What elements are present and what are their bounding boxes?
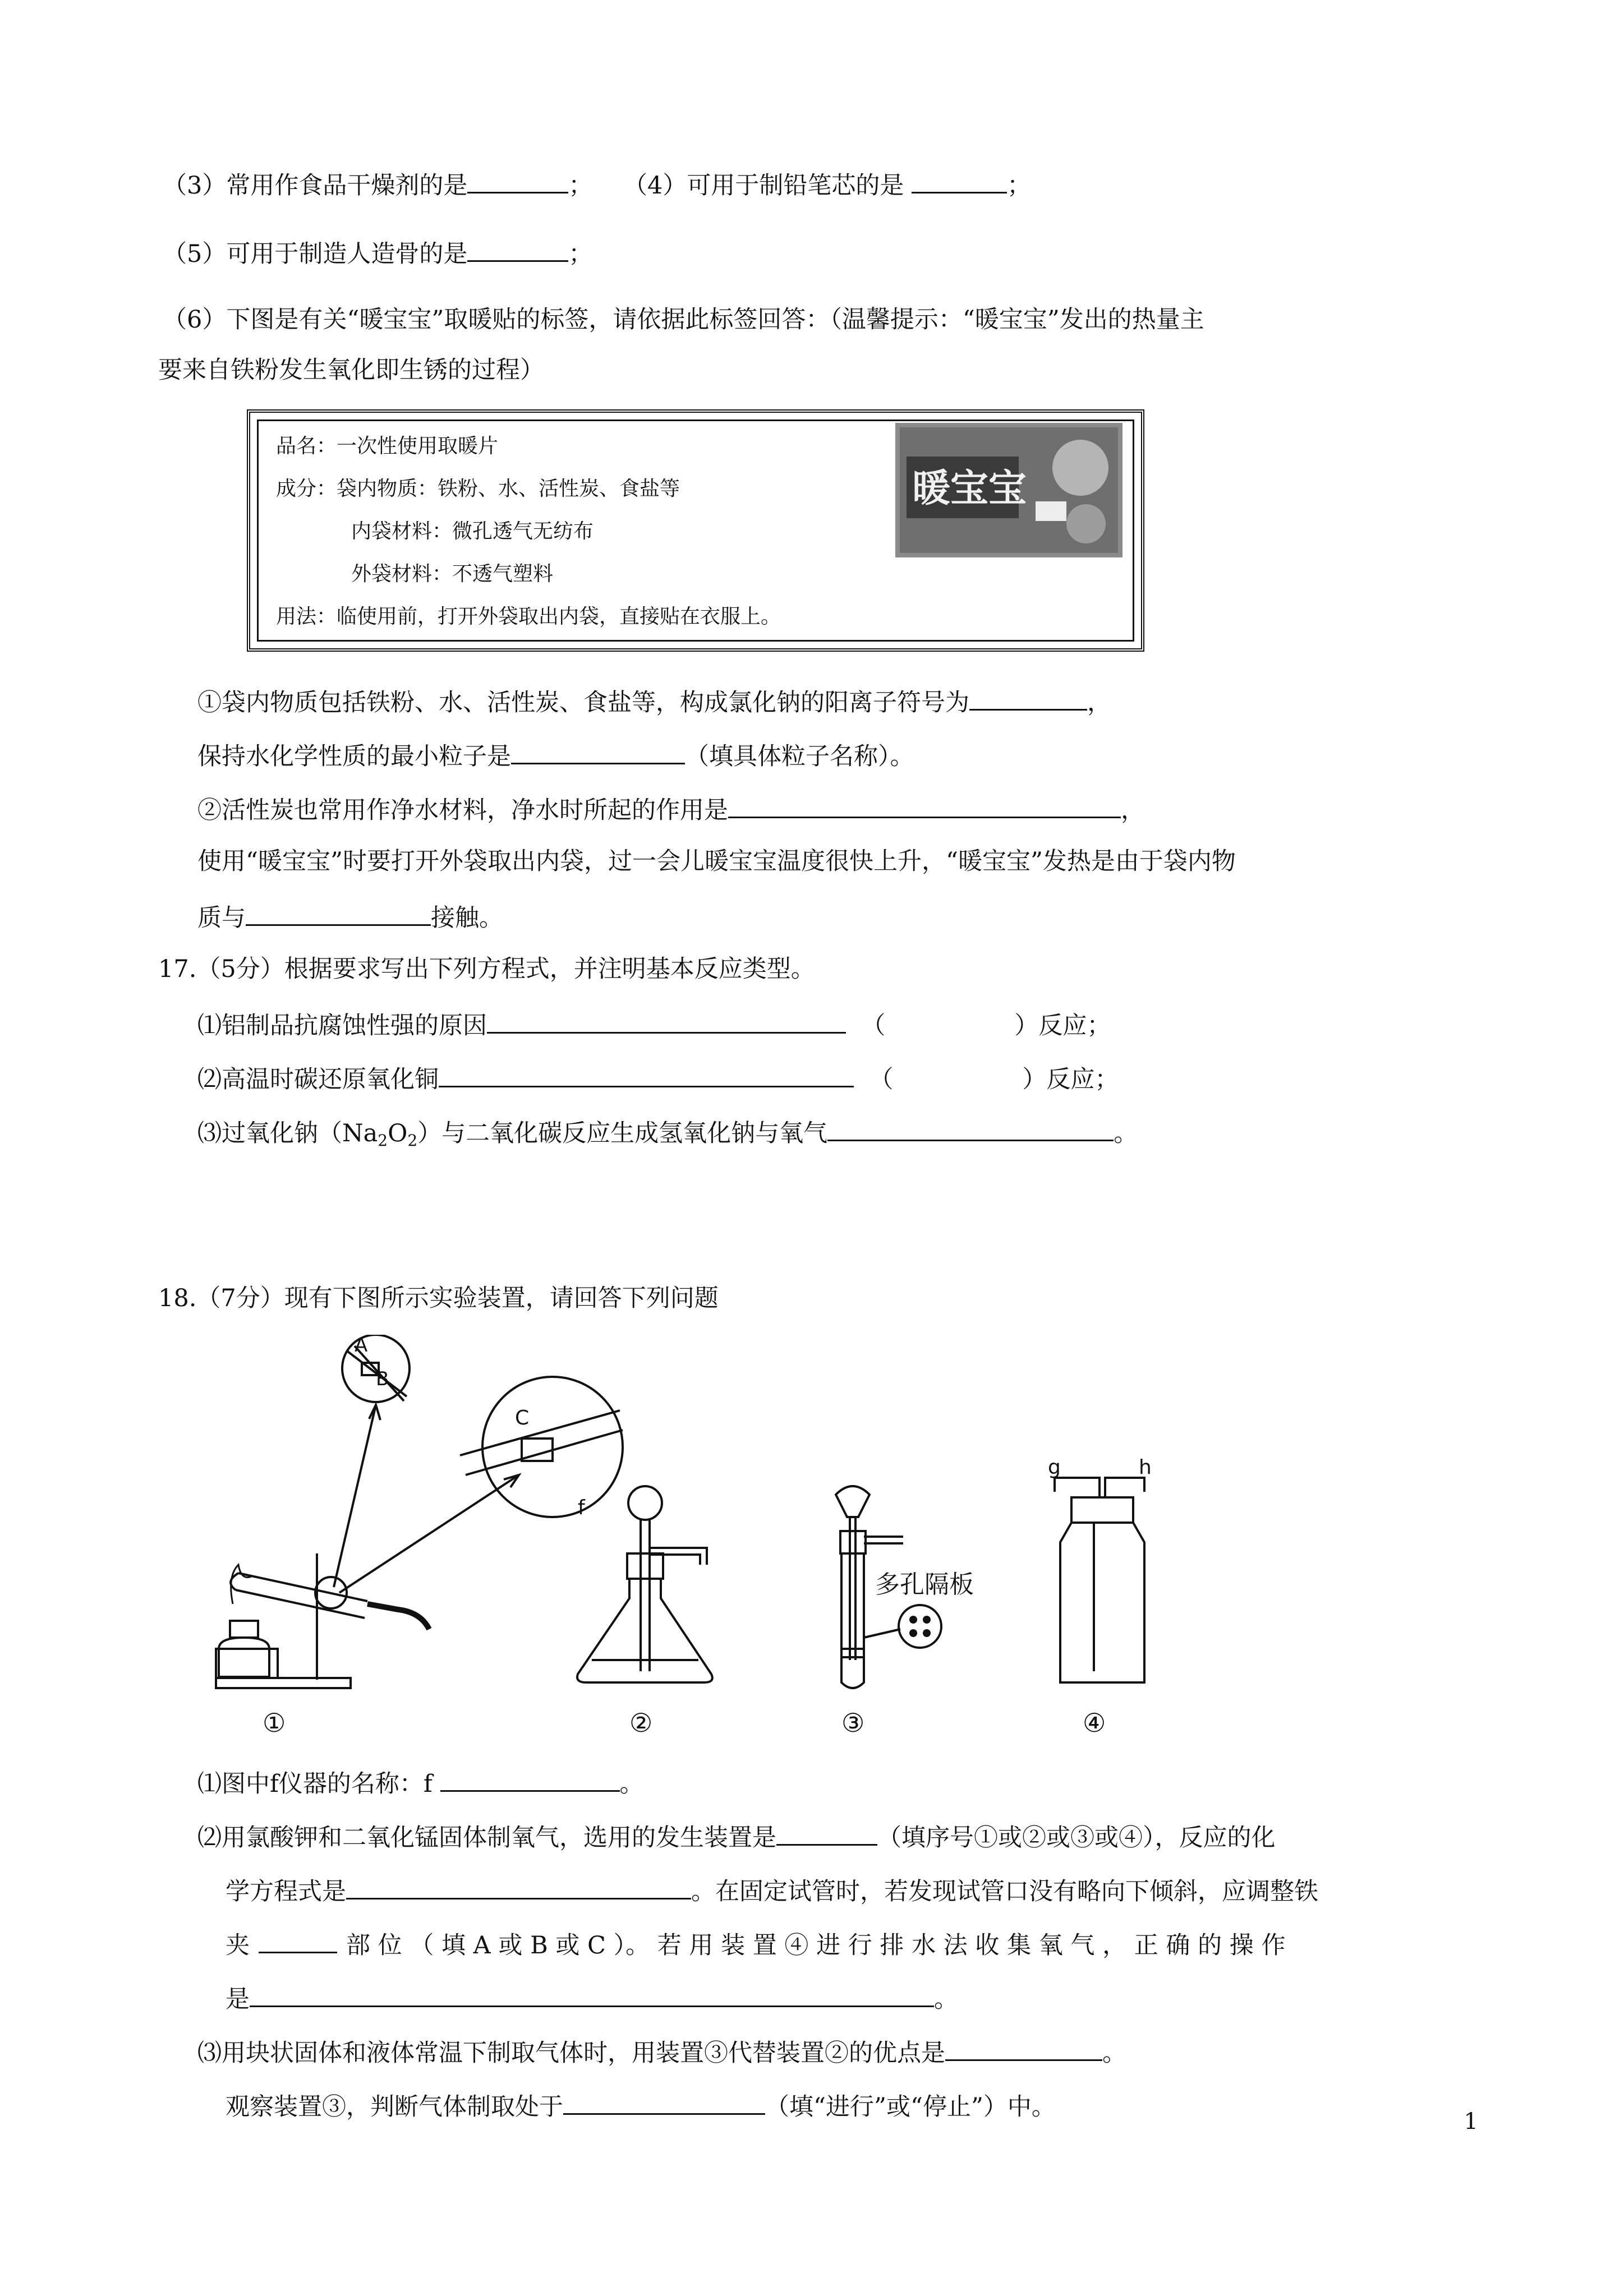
text: 是: [226, 1985, 250, 2013]
answer-blank[interactable]: [945, 2034, 1102, 2061]
text: 部 位 （ 填 A 或 B 或 C ）。 若 用 装 置 ④ 进 行 排 水 法 收 集 氧 气 ， 正 确 的 操 作: [346, 1931, 1286, 1960]
product-photo: [895, 423, 1122, 557]
answer-blank[interactable]: [969, 683, 1087, 711]
text: ⑵高温时碳还原氧化铜: [197, 1066, 439, 1094]
text: ；: [568, 240, 593, 268]
q16-line-3-4: [163, 166, 1031, 202]
text: ）反应；: [1022, 1066, 1119, 1094]
q16-line-6: （6）下图是有关“暖宝宝”取暖贴的标签，请依据此标签回答：（温馨提示：“暖宝宝”发出的热量主: [163, 306, 1204, 334]
label-usage: 用法：临使用前，打开外袋取出内袋，直接贴在衣服上。: [276, 605, 781, 628]
q16-sub2-cont: 使用“暖宝宝”时要打开外袋取出内袋，过一会儿暖宝宝温度很快上升，“暖宝宝”发热是由于袋内物: [197, 847, 1236, 875]
q17-part3: [197, 1114, 1138, 1158]
text: 接触。: [431, 904, 503, 932]
q16-sub1: [197, 683, 1111, 720]
answer-blank[interactable]: [439, 1060, 854, 1087]
q18-part1: [197, 1764, 644, 1801]
answer-blank[interactable]: [728, 791, 1121, 818]
q16-sub1-cont: [197, 737, 914, 773]
text: 。: [934, 1985, 958, 2013]
label-h: h: [1139, 1458, 1152, 1479]
text: 。: [619, 1770, 644, 1798]
apparatus-4-figure: [1038, 1458, 1172, 1694]
answer-blank[interactable]: [827, 1114, 1114, 1141]
text: （3）常用作食品干燥剂的是: [163, 172, 468, 200]
fig-number-4: ④: [1083, 1708, 1106, 1738]
product-label: [247, 409, 1144, 652]
page-number: 1: [1464, 2109, 1478, 2134]
q16-sub2-cont2: [197, 898, 503, 935]
apparatus-2-figure: [567, 1481, 724, 1694]
text: ，: [1121, 796, 1145, 824]
label-inner-material: 内袋材料：微孔透气无纺布: [351, 520, 594, 543]
text: （填具体粒子名称）。: [685, 743, 914, 771]
text: 学方程式是: [226, 1878, 346, 1906]
q18-part2-cont3: [226, 1980, 958, 2016]
answer-blank[interactable]: [346, 1872, 691, 1899]
text: （5）可用于制造人造骨的是: [163, 240, 468, 268]
text: 。在固定试管时，若发现试管口没有略向下倾斜，应调整铁: [691, 1878, 1318, 1906]
label-A: A: [355, 1335, 368, 1357]
text: ⑶过氧化钠（Na: [197, 1119, 378, 1147]
q17-part1: [197, 1006, 1111, 1043]
label-g: g: [1048, 1458, 1061, 1479]
subscript: 2: [378, 1131, 388, 1150]
label-f: f: [578, 1496, 585, 1519]
fig-number-3: ③: [841, 1708, 865, 1738]
text: ；: [568, 172, 593, 200]
text: （填序号①或②或③或④），反应的化: [877, 1824, 1276, 1852]
text: ；: [1007, 172, 1032, 200]
q16-sub2: [197, 791, 1145, 827]
label-C: C: [515, 1407, 530, 1430]
label-porous-plate: 多孔隔板: [875, 1570, 974, 1599]
answer-blank[interactable]: [246, 898, 431, 926]
q18-part2-cont: [226, 1872, 1318, 1908]
fig-number-1: ①: [263, 1708, 286, 1738]
text: 。: [1102, 2039, 1126, 2067]
text: O: [388, 1119, 408, 1147]
q18-title: 18.（7分）现有下图所示实验装置，请回答下列问题: [158, 1284, 719, 1312]
answer-blank[interactable]: [912, 166, 1007, 193]
text: 观察装置③，判断气体制取处于: [226, 2093, 563, 2121]
answer-blank[interactable]: [776, 1818, 877, 1846]
answer-blank[interactable]: [440, 1764, 620, 1792]
q16-line-6-cont: 要来自铁粉发生氧化即生锈的过程）: [158, 356, 544, 384]
text: （4）可用于制铅笔芯的是: [623, 172, 904, 200]
label-ingredients: 成分：袋内物质：铁粉、水、活性炭、食盐等: [276, 477, 680, 500]
label-outer-material: 外袋材料：不透气塑料: [351, 563, 554, 585]
q18-part2-cont2: [226, 1926, 1285, 1962]
text: ⑵用氯酸钾和二氧化锰固体制氧气，选用的发生装置是: [197, 1824, 776, 1852]
q16-line-5: [163, 234, 592, 271]
text: ①袋内物质包括铁粉、水、活性炭、食盐等，构成氯化钠的阳离子符号为: [197, 689, 969, 717]
text: ）与二氧化碳反应生成氢氧化钠与氧气: [417, 1119, 828, 1147]
q17-title: 17.（5分）根据要求写出下列方程式，并注明基本反应类型。: [158, 955, 815, 983]
answer-blank[interactable]: [487, 1006, 846, 1034]
answer-blank[interactable]: [467, 234, 568, 262]
subscript: 2: [407, 1131, 418, 1150]
apparatus-3-figure: [813, 1475, 1015, 1699]
label-B: B: [376, 1368, 389, 1390]
text: （: [861, 1012, 886, 1040]
answer-blank[interactable]: [511, 737, 685, 764]
text: （填“进行”或“停止”）中。: [765, 2093, 1056, 2121]
q18-part3: [197, 2034, 1126, 2070]
text: ⑴铝制品抗腐蚀性强的原因: [197, 1012, 487, 1040]
text: ）反应；: [1014, 1012, 1111, 1040]
answer-blank[interactable]: [250, 1980, 934, 2007]
text: ⑴图中f仪器的名称：f: [197, 1770, 433, 1798]
text: 夹: [226, 1931, 250, 1960]
answer-blank[interactable]: [259, 1926, 337, 1953]
text: ②活性炭也常用作净水材料，净水时所起的作用是: [197, 796, 728, 824]
answer-blank[interactable]: [563, 2087, 765, 2115]
label-name: 品名：一次性使用取暖片: [276, 435, 499, 458]
fig-number-2: ②: [629, 1708, 653, 1738]
q17-part2: [197, 1060, 1119, 1096]
q18-part2: [197, 1818, 1276, 1855]
product-photo-text: 暖宝宝: [912, 467, 1027, 511]
text: （: [869, 1066, 894, 1094]
answer-blank[interactable]: [467, 166, 568, 193]
text: 质与: [197, 904, 246, 932]
text: 。: [1114, 1119, 1138, 1147]
q18-part3-cont: [226, 2087, 1056, 2124]
text: 保持水化学性质的最小粒子是: [197, 743, 511, 771]
text: ，: [1087, 689, 1111, 717]
text: ⑶用块状固体和液体常温下制取气体时，用装置③代替装置②的优点是: [197, 2039, 945, 2067]
